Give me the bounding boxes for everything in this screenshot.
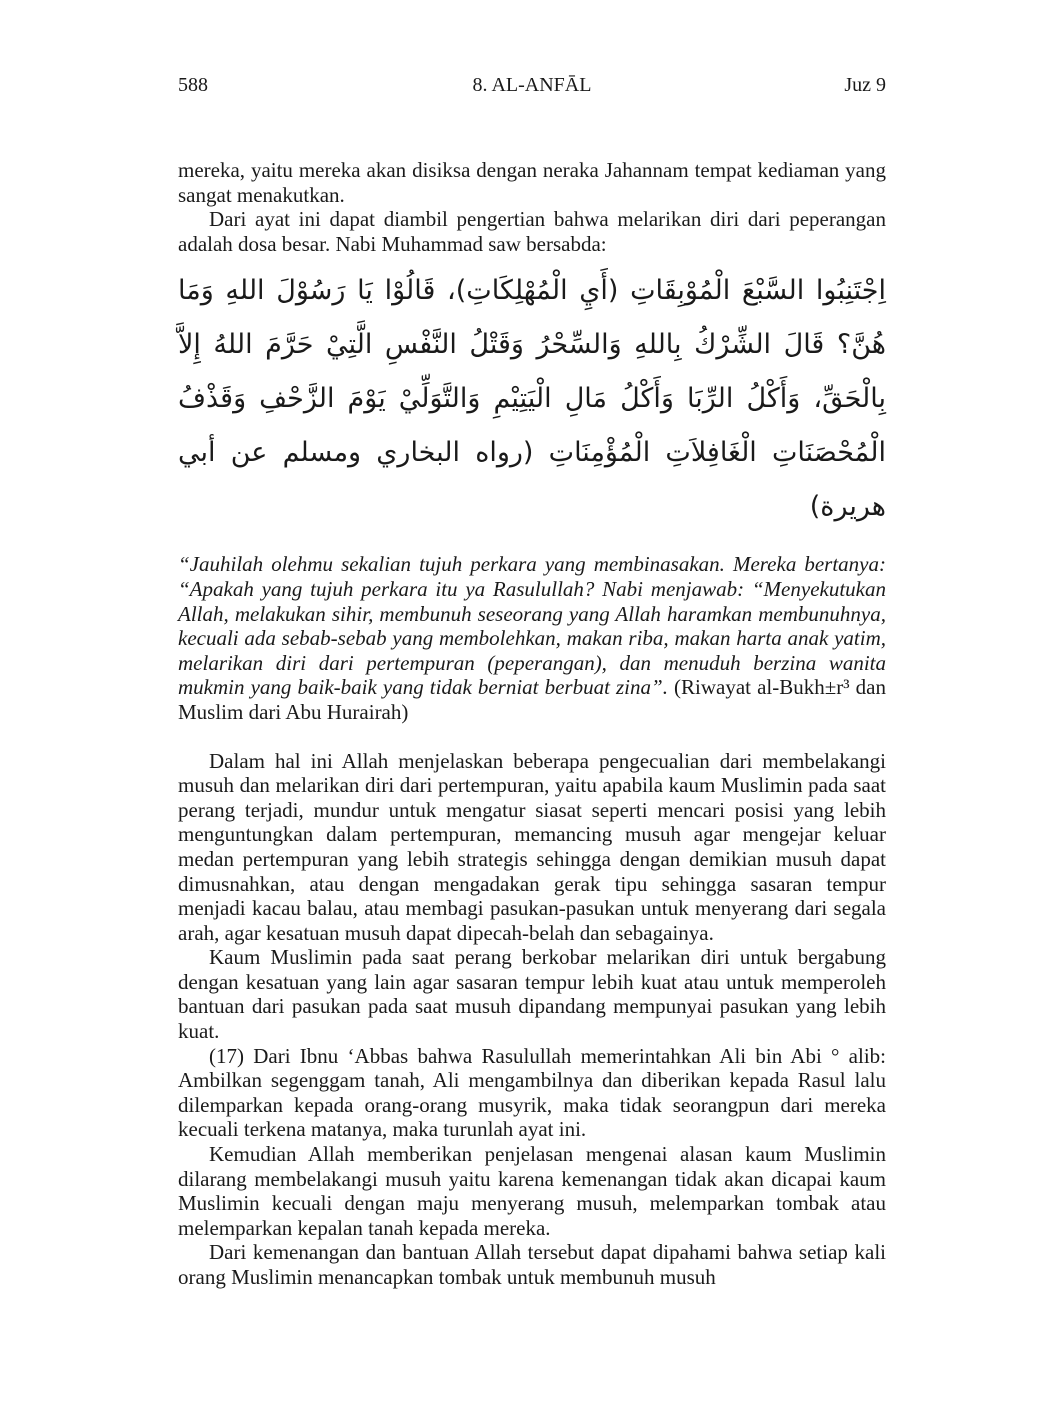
paragraph-5: (17) Dari Ibnu ‘Abbas bahwa Rasulullah memerintahkan Ali bin Abi ° alib: Ambilkan segenggam tanah, Ali mengambilnya dan diberikan kepada Rasul lalu dilemparkan kepada orang-orang musyrik, maka tidak seorangpun dari mereka kecuali terkena matanya, maka turunlah ayat ini. (178, 1043, 886, 1142)
paragraph-6: Kemudian Allah memberikan penjelasan mengenai alasan kaum Muslimin dilarang membelakangi musuh yaitu karena kemenangan tidak akan dicapai kaum Muslimin kecuali dengan maju menyerang musuh, melemparkan tombak atau melemparkan kepalan tanah kepada mereka. (178, 1142, 886, 1240)
page-number: 588 (178, 74, 208, 96)
paragraph-3: Dalam hal ini Allah menjelaskan beberapa pengecualian dari membelakangi musuh dan melarikan diri dari pertempuran, yaitu apabila kaum Muslimin pada saat perang terjadi, mundur untuk mengatur siasat seperti mencari posisi yang lebih menguntungkan dalam pertempuran, memancing musuh agar mengejar keluar medan pertempuran yang lebih strategis sehingga dengan demikian musuh dapat dimusnahkan, atau dengan mengadakan gerak tipu sehingga sasaran tempur menjadi kacau balau, atau membagi pasukan-pasukan untuk menyerang dari segala arah, agar kesatuan musuh dapat dipecah-belah dan sebagainya. (178, 748, 886, 945)
paragraph-1: mereka, yaitu mereka akan disiksa dengan neraka Jahannam tempat kediaman yang sangat menakutkan. (178, 158, 886, 207)
hadith-translation-text: “Jauhilah olehmu sekalian tujuh perkara yang membinasakan. Mereka bertanya: “Apakah yang tujuh perkara itu ya Rasulullah? Nabi menjawab: “Menyekutukan Allah, melakukan sihir, membunuh seseorang yang Allah haramkan membunuhnya, kecuali ada sebab-sebab yang membolehkan, makan riba, makan harta anak yatim, melarikan diri dari pertempuran (peperangan), dan menuduh berzina wanita mukmin yang baik-baik yang tidak berniat berbuat zina”. (178, 552, 886, 700)
hadith-source: (Riwayat al-Bukh±r³ dan Muslim dari Abu Hurairah) (178, 675, 886, 724)
juz-label: Juz 9 (844, 74, 886, 96)
chapter-title: 8. AL-ANFĀL (472, 74, 592, 96)
paragraph-2: Dari ayat ini dapat diambil pengertian bahwa melarikan diri dari peperangan adalah dosa besar. Nabi Muhammad saw bersabda: (178, 207, 886, 256)
page-header (178, 74, 886, 104)
paragraph-4: Kaum Muslimin pada saat perang berkobar melarikan diri untuk bergabung dengan kesatuan yang lain agar sasaran tempur lebih kuat atau untuk memperoleh bantuan dari pasukan pada saat musuh dipandang mempunyai pasukan yang lebih kuat. (178, 945, 886, 1044)
arabic-hadith: اِجْتَنِبُوا السَّبْعَ الْمُوْبِقَاتِ (أَيِ الْمُهْلِكَاتِ)، قَالُوْا يَا رَسُوْلَ اللهِ وَمَا هُنَّ؟ قَالَ الشِّرْكُ بِاللهِ وَالسِّحْرُ وَقَتْلُ النَّفْسِ الَّتِيْ حَرَّمَ اللهُ إِلاَّ بِالْحَقِّ، وَأَكْلُ الرِّبَا وَأَكْلُ مَالِ الْيَتِيْمِ وَالتَّوَلِّيْ يَوْمَ الزَّحْفِ وَقَذْفُ الْمُحْصَنَاتِ الْغَافِلاَتِ الْمُؤْمِنَاتِ (رواه البخاري ومسلم عن أبي هريرة) (178, 275, 886, 523)
page-body (178, 158, 886, 1290)
paragraph-7: Dari kemenangan dan bantuan Allah tersebut dapat dipahami bahwa setiap kali orang Muslimin menancapkan tombak untuk membunuh musuh (178, 1240, 886, 1289)
hadith-translation (178, 552, 886, 724)
